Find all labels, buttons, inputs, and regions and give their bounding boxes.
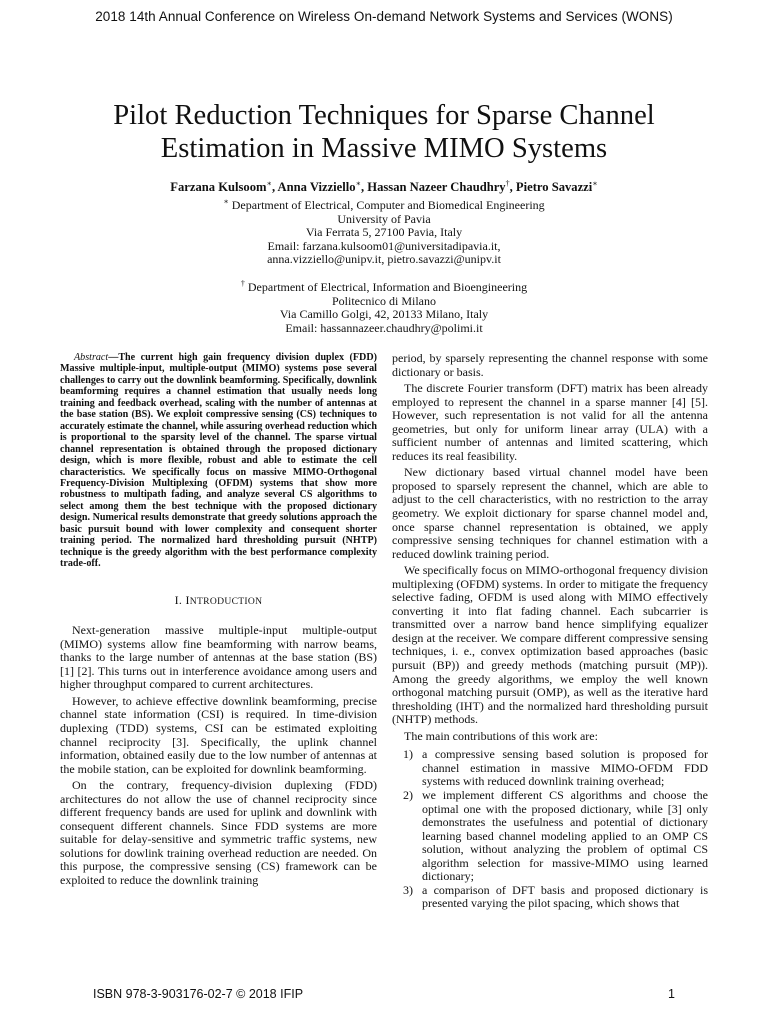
conference-header: 2018 14th Annual Conference on Wireless On-demand Network Systems and Services (WONS) <box>95 9 673 24</box>
list-number: 3) <box>403 882 413 897</box>
section-heading-introduction: I. INTRODUCTION <box>174 592 263 607</box>
abstract-label: Abstract <box>74 352 109 363</box>
affiliation-pavia <box>0 195 768 267</box>
paragraph: Next-generation massive multiple-input multiple-output (MIMO) systems allow fine beamforming with narrow beams, thanks to the large number of antennas at the base station (BS) [1] [2]. This turns out in interference avoidance among users and higher throughput compared to current architectures. <box>60 623 377 692</box>
left-column <box>60 352 377 891</box>
author-mark: ∗ <box>266 179 272 188</box>
author-name: Farzana Kulsoom <box>170 180 267 194</box>
affiliation-line <box>0 195 768 213</box>
list-item <box>392 748 708 789</box>
paper-title <box>40 99 728 165</box>
author-mark: ∗ <box>592 179 598 188</box>
list-number: 1) <box>403 747 413 762</box>
affiliation-email[interactable]: Email: farzana.kulsoom01@universitadipavia.it, <box>267 238 501 253</box>
affiliation-mark: ∗ <box>223 197 229 206</box>
paragraph: We specifically focus on MIMO-orthogonal frequency division multiplexing (OFDM) systems. In order to mitigate the frequency selective fading, OFDM is used along with MIMO effectively converting it into flat fading channel. Each subcarrier is transmitted over a narrow band hence simplifying equalizer design at the receiver. We compare different compressive sensing techniques, i. e., convex optimization based approaches (basic pursuit (BP)) and greedy methods (matching pursuit (MP)). Among the greedy algorithms, we employ the well known orthogonal matching pursuit (OMP), as well as the iterative hard thresholding (IHT) and the normalized hard thresholding pursuit (NHTP) methods. <box>392 563 708 727</box>
right-column <box>392 352 708 911</box>
abstract-text: —The current high gain frequency division duplex (FDD) Massive multiple-input, multiple-output (MIMO) systems pose several challenges to carry out the downlink beamforming. Specifically, downlink beamforming requires a channel estimation that usually needs long training and feedback overhead, scaling with the number of antennas at the base station (BS). We exploit compressive sensing (CS) techniques to accurately estimate the channel, while assuring overhead reduction which is proportional to the sparsity level of the channel. The sparse virtual channel representation is obtained through the proposed dictionary design, which is more flexible, robust and able to estimate the cell characteristics. We specifically focus on massive MIMO-Orthogonal Frequency-Division Multiplexing (OFDM) systems that show more robustness to multipath fading, and analyze several CS algorithms to select among them the best technique with the proposed dictionary design. Numerical results demonstrate that greedy solutions approach the basic pursuit bound with lower complexity and consequent shorter training period. The normalized hard thresholding pursuit (NHTP) technique is the greedy algorithm with the best performance complexity trade-off. <box>60 352 377 570</box>
list-text: a comparison of DFT basis and proposed dictionary is presented varying the pilot spacing, which shows that <box>422 882 708 911</box>
paragraph: The discrete Fourier transform (DFT) matrix has been already employed to represent the channel in a sparse manner [4] [5]. However, such representation is not valid for all the antenna geometries, but only for uniform linear array (ULA) with a sufficient number of antennas and limited scattering, which reduces its real feasibility. <box>392 381 708 463</box>
abstract <box>60 352 377 570</box>
list-item <box>392 884 708 911</box>
affiliation-mark: † <box>240 279 245 288</box>
page-number: 1 <box>668 987 675 1001</box>
author-name: Pietro Savazzi <box>515 180 593 194</box>
footer-isbn: ISBN 978-3-903176-02-7 © 2018 IFIP <box>93 987 304 1001</box>
affiliation-line: University of Pavia <box>337 211 431 226</box>
affiliation-department: Department of Electrical, Information and Bioengineering <box>244 280 528 294</box>
author-separator: , <box>509 180 516 194</box>
affiliation-line: Via Camillo Golgi, 42, 20133 Milano, Italy <box>279 307 489 322</box>
title-line-2: Estimation in Massive MIMO Systems <box>160 133 608 164</box>
contributions-list <box>392 748 708 911</box>
paragraph: However, to achieve effective downlink beamforming, precise channel state information (CSI) is required. In time-division duplexing (TDD) systems, CSI can be estimated exploiting channel reciprocity [3]. Specifically, the uplink channel information, obtained easily due to the low number of antennas at the mobile station, can be exploited for downlink beamforming. <box>60 693 377 776</box>
list-item <box>392 789 708 884</box>
author-separator: , <box>271 180 278 194</box>
paragraph: The main contributions of this work are: <box>404 728 598 743</box>
author-mark: † <box>505 179 510 188</box>
affiliation-line <box>0 277 768 295</box>
affiliation-milano <box>0 277 768 335</box>
list-text: we implement different CS algorithms and choose the optimal one with the proposed dictionary, while [3] only demonstrates the usefulness and potential of dictionary learning based channel modeling applied to an OMP CS solution, without analyzing the problem of optimal CS algorithm selection for massive-MIMO using learned dictionary; <box>422 787 708 884</box>
affiliation-email[interactable]: anna.vizziello@unipv.it, pietro.savazzi@unipv.it <box>267 252 501 267</box>
author-separator: , <box>361 180 368 194</box>
author-mark: ∗ <box>355 179 361 188</box>
affiliation-department: Department of Electrical, Computer and Biomedical Engineering <box>228 198 545 212</box>
author-list <box>0 179 768 195</box>
paragraph: On the contrary, frequency-division duplexing (FDD) architectures do not allow the use of channel reciprocity since different frequency bands are used for uplink and downlink with consequent different channels. Since FDD systems are more suitable for delay-sensitive and symmetric traffic systems, new solutions for dowlink training overhead reduction are needed. On this purpose, the compressive sensing (CS) framework can be exploited to reduce the downlink training <box>60 778 377 887</box>
title-line-1: Pilot Reduction Techniques for Sparse Channel <box>113 100 655 131</box>
affiliation-email[interactable]: Email: hassannazeer.chaudhry@polimi.it <box>285 320 483 335</box>
list-number: 2) <box>403 787 413 802</box>
author-name: Hassan Nazeer Chaudhry <box>367 180 506 194</box>
paragraph: period, by sparsely representing the channel response with some dictionary or basis. <box>392 351 708 379</box>
list-text: a compressive sensing based solution is proposed for channel estimation in massive MIMO-OFDM FDD systems with reduced downlink training overhead; <box>422 747 708 789</box>
affiliation-line: Via Ferrata 5, 27100 Pavia, Italy <box>305 225 463 240</box>
paragraph: New dictionary based virtual channel model have been proposed to sparsely represent the channel, which are able to adjust to the cell characteristics, with no restriction to the array geometry. We exploit dictionary for sparse channel model and, once sparse channel representation is obtained, we apply compressive sensing techniques for channel estimation with a reduced dowlink training period. <box>392 465 708 561</box>
affiliation-line: Politecnico di Milano <box>332 293 436 308</box>
author-name: Anna Vizziello <box>277 180 356 194</box>
